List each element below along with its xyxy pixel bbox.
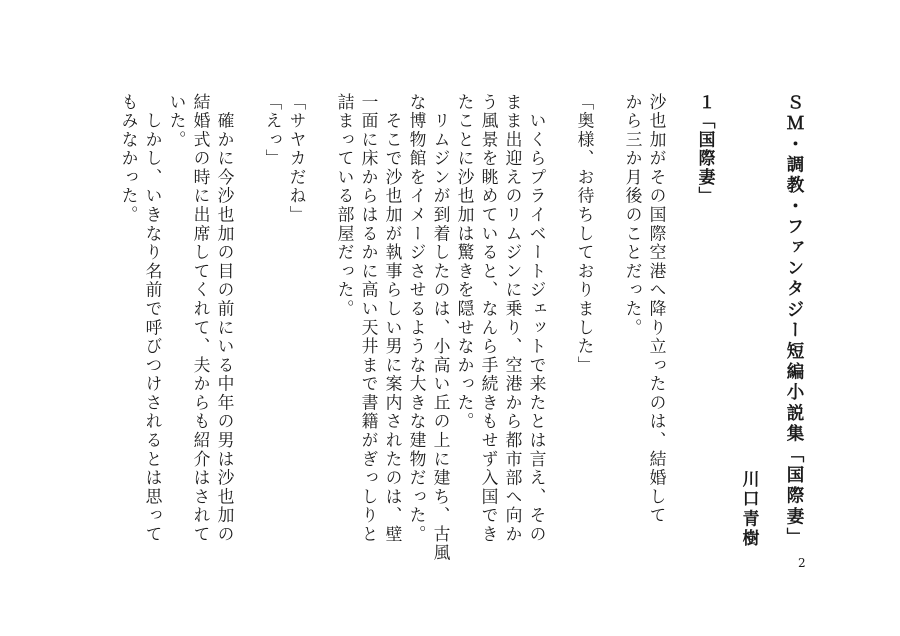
page-title: ＳＭ・調教・ファンタジー短編小説集「国際妻」	[784, 93, 804, 549]
text-line: いくらプライベートジェットで来たとは言え、その	[527, 93, 547, 544]
text-line: から三か月後のことだった。	[623, 93, 643, 338]
text-line: もみなかった。	[119, 93, 139, 225]
text-line: いた。	[167, 93, 187, 150]
text-line: たことに沙也加は驚きを隠せなかった。	[455, 93, 475, 432]
text-line: そこで沙也加が執事らしい男に案内されたのは、壁	[383, 93, 403, 544]
text-line: 一面に床からはるかに高い天井まで書籍がぎっしりと	[359, 93, 379, 544]
text-line: 結婚式の時に出席してくれて、夫からも紹介はされて	[191, 93, 211, 544]
text-line: 「奥様、お待ちしておりました」	[575, 93, 595, 375]
text-line: 確かに今沙也加の目の前にいる中年の男は沙也加の	[215, 93, 235, 544]
chapter-heading: １「国際妻」	[696, 93, 716, 206]
author-name: 川口青樹	[740, 470, 760, 550]
text-line: 詰まっている部屋だった。	[335, 93, 355, 319]
text-line: う風景を眺めていると、なんら手続きもせず入国でき	[479, 93, 499, 544]
text-line: しかし、いきなり名前で呼びつけされるとは思って	[143, 93, 163, 544]
text-line: 「サヤカだね」	[287, 93, 307, 225]
text-line: 「えっ」	[263, 93, 283, 169]
page-number: 2	[798, 556, 806, 570]
text-line: 沙也加がその国際空港へ降り立ったのは、結婚して	[647, 93, 667, 526]
text-line: まま出迎えのリムジンに乗り、空港から都市部へ向か	[503, 93, 523, 544]
text-line: リムジンが到着したのは、小高い丘の上に建ち、古風	[431, 93, 451, 563]
text-line: な博物館をイメージさせるような大きな建物だった。	[407, 93, 427, 544]
